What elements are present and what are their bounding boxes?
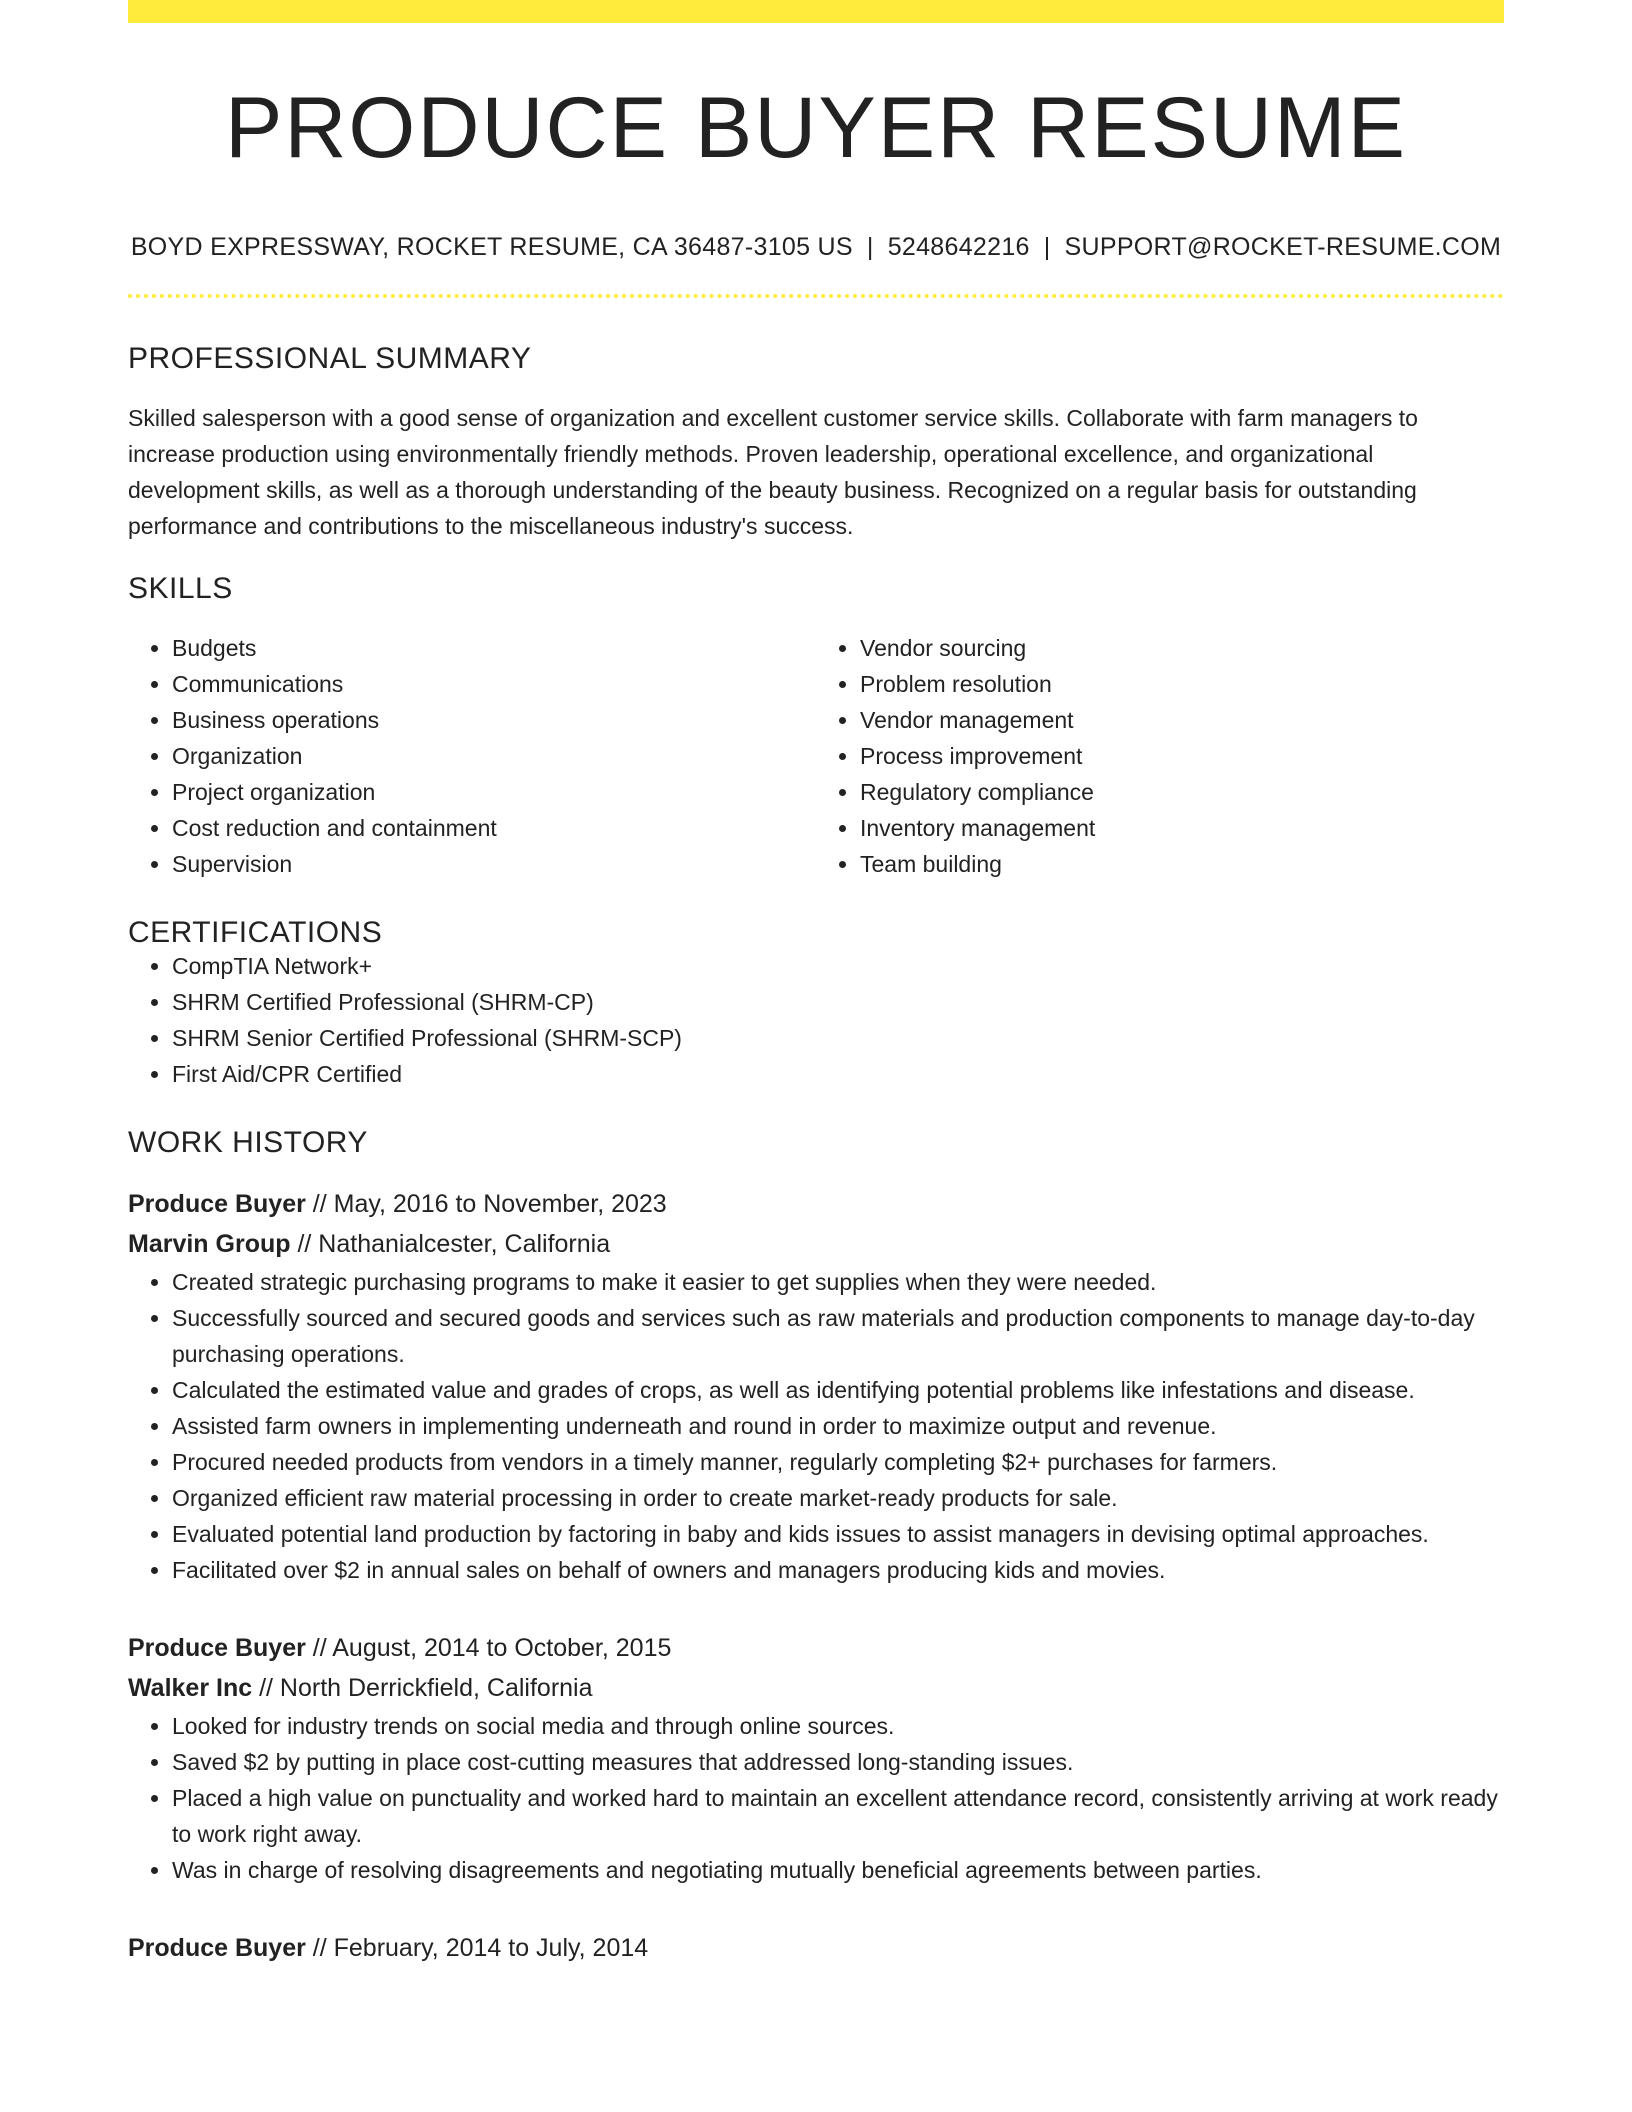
job-company-line [128, 1224, 1504, 1264]
skills-list-left [128, 630, 816, 882]
job-bullet: • Successfully sourced and secured goods and services such as raw materials and production components to manage day-to-day purchasing operations. [172, 1300, 1504, 1372]
contact-address: BOYD EXPRESSWAY, ROCKET RESUME, CA 36487-3105 US [130, 233, 853, 261]
skills-grid [128, 630, 1504, 882]
job-bullet: • Calculated the estimated value and grades of crops, as well as identifying potential problems like infestations and disease. [172, 1372, 1504, 1408]
job-title-line [128, 1184, 1504, 1224]
contact-separator: | [866, 233, 874, 261]
resume-title: PRODUCE BUYER RESUME [224, 80, 1408, 176]
contact-email: SUPPORT@ROCKET-RESUME.COM [1064, 233, 1502, 261]
job-title: Produce Buyer [128, 1634, 306, 1662]
certification-item: • First Aid/CPR Certified [172, 1056, 1504, 1092]
certification-item: • SHRM Certified Professional (SHRM-CP) [172, 984, 1504, 1020]
job-bullet: • Organized efficient raw material processing in order to create market-ready products for sale. [172, 1480, 1504, 1516]
skill-item: • Team building [860, 846, 1504, 882]
job-dates: // February, 2014 to July, 2014 [305, 1934, 649, 1962]
job-company-line [128, 1668, 1504, 1708]
job-title-line [128, 1928, 1504, 1968]
skill-item: • Project organization [172, 774, 816, 810]
skill-item: • Cost reduction and containment [172, 810, 816, 846]
certification-item: • SHRM Senior Certified Professional (SHRM-SCP) [172, 1020, 1504, 1056]
skills-column-left [128, 630, 816, 882]
job-company: Marvin Group [128, 1230, 291, 1258]
skills-section [128, 574, 1504, 882]
job-entry [128, 1184, 1504, 1588]
job-bullet-list [128, 1708, 1504, 1888]
summary-text: Skilled salesperson with a good sense of organization and excellent customer service skills. Collaborate with farm managers to increase production using environmentally friendly methods. Proven leadership, operational excellence, and organizational development skills, as well as a thorough understanding of the beauty business. Recognized on a regular basis for outstanding performance and contributions to the miscellaneous industry's success. [128, 405, 1418, 539]
job-bullet: • Evaluated potential land production by factoring in baby and kids issues to assist managers in devising optimal approaches. [172, 1516, 1504, 1552]
contact-line [128, 235, 1504, 260]
job-bullet: • Was in charge of resolving disagreements and negotiating mutually beneficial agreements between parties. [172, 1852, 1504, 1888]
skill-item: • Problem resolution [860, 666, 1504, 702]
summary-section [128, 344, 1504, 544]
skill-item: • Budgets [172, 630, 816, 666]
skill-item: • Inventory management [860, 810, 1504, 846]
skills-heading: SKILLS [128, 572, 233, 605]
skills-column-right [816, 630, 1504, 882]
job-bullet: • Looked for industry trends on social media and through online sources. [172, 1708, 1504, 1744]
contact-phone: 5248642216 [887, 233, 1030, 261]
skill-item: • Regulatory compliance [860, 774, 1504, 810]
skill-item: • Supervision [172, 846, 816, 882]
certifications-section [128, 918, 1504, 1092]
job-bullet: • Saved $2 by putting in place cost-cutting measures that addressed long-standing issues. [172, 1744, 1504, 1780]
certifications-heading: CERTIFICATIONS [128, 916, 383, 949]
contact-separator: | [1043, 233, 1051, 261]
work-history-heading: WORK HISTORY [128, 1126, 368, 1159]
resume-page [128, 0, 1504, 1968]
skills-list-right [816, 630, 1504, 882]
skill-item: • Organization [172, 738, 816, 774]
skill-item: • Vendor sourcing [860, 630, 1504, 666]
work-history-section [128, 1128, 1504, 1968]
certification-item: • CompTIA Network+ [172, 948, 1504, 984]
job-bullet: • Facilitated over $2 in annual sales on behalf of owners and managers producing kids and movies. [172, 1552, 1504, 1588]
job-entry [128, 1628, 1504, 1888]
summary-heading: PROFESSIONAL SUMMARY [128, 342, 532, 375]
job-bullet-list [128, 1264, 1504, 1588]
dotted-divider [128, 294, 1504, 298]
job-bullet: • Created strategic purchasing programs to make it easier to get supplies when they were needed. [172, 1264, 1504, 1300]
job-bullet: • Placed a high value on punctuality and worked hard to maintain an excellent attendance record, consistently arriving at work ready to work right away. [172, 1780, 1504, 1852]
skill-item: • Business operations [172, 702, 816, 738]
certifications-list [128, 948, 1504, 1092]
job-title-line [128, 1628, 1504, 1668]
job-bullet: • Procured needed products from vendors in a timely manner, regularly completing $2+ purchases for farmers. [172, 1444, 1504, 1480]
job-dates: // August, 2014 to October, 2015 [305, 1634, 672, 1662]
job-location: // North Derrickfield, California [252, 1674, 593, 1702]
job-title: Produce Buyer [128, 1934, 306, 1962]
skill-item: • Process improvement [860, 738, 1504, 774]
job-location: // Nathanialcester, California [290, 1230, 611, 1258]
skill-item: • Communications [172, 666, 816, 702]
skill-item: • Vendor management [860, 702, 1504, 738]
job-dates: // May, 2016 to November, 2023 [305, 1190, 667, 1218]
job-title: Produce Buyer [128, 1190, 306, 1218]
top-accent-bar [128, 0, 1504, 23]
job-company: Walker Inc [128, 1674, 253, 1702]
job-entry [128, 1928, 1504, 1968]
job-bullet: • Assisted farm owners in implementing underneath and round in order to maximize output and revenue. [172, 1408, 1504, 1444]
